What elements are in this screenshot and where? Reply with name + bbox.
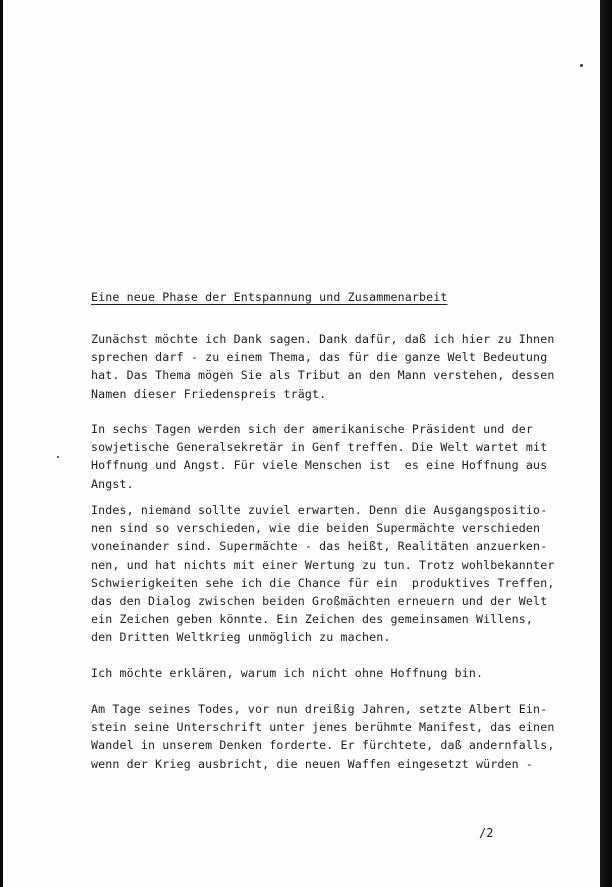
paragraph-4: Ich möchte erklären, warum ich nicht ohne Hoffnung bin. — [91, 666, 484, 680]
page-number: /2 — [479, 826, 494, 840]
paragraph-5: Am Tage seines Todes, vor nun dreißig Jahren, setzte Albert Ein- stein seine Unterschrift unter jenes berühmte Manifest, das einen Wandel in unserem Denken forderte. Er fürchtete, daß andernfalls, wenn der Krieg ausbricht, die neuen Waffen eingesetzt würden - — [91, 702, 555, 771]
paragraph-3: Indes, niemand sollte zuviel erwarten. Denn die Ausgangspositio- nen sind so verschieden, wie die beiden Supermächte verschieden voneinander sind. Supermächte - das heißt, Realitäten anzuerken- nen, und hat nichts mit einer Wertung zu tun. Trotz wohlbekannter Schwierigkeiten sehe ich die Chance für ein produktives Treffen, das den Dialog zwischen beiden Großmächten erneuern und der Welt ein Zeichen geben könnte. Ein Zeichen des gemeinsamen Willens, den Dritten Weltkrieg unmöglich zu machen. — [91, 503, 555, 645]
paragraph-2: In sechs Tagen werden sich der amerikanische Präsident und der sowjetische Generalsekretär in Genf treffen. Die Welt wartet mit Hoffnung und Angst. Für viele Menschen ist es eine Hoffnung aus Angst. — [91, 422, 548, 491]
document-page — [3, 0, 602, 887]
scan-edge — [600, 0, 612, 887]
scan-speck — [57, 456, 59, 458]
document-heading: Eine neue Phase der Entspannung und Zusammenarbeit — [91, 290, 448, 304]
scan-speck — [580, 64, 583, 67]
paragraph-1: Zunächst möchte ich Dank sagen. Dank dafür, daß ich hier zu Ihnen sprechen darf - zu einem Thema, das für die ganze Welt Bedeutung hat. Das Thema mögen Sie als Tribut an den Mann verstehen, dessen Namen dieser Friedenspreis trägt. — [91, 332, 555, 401]
